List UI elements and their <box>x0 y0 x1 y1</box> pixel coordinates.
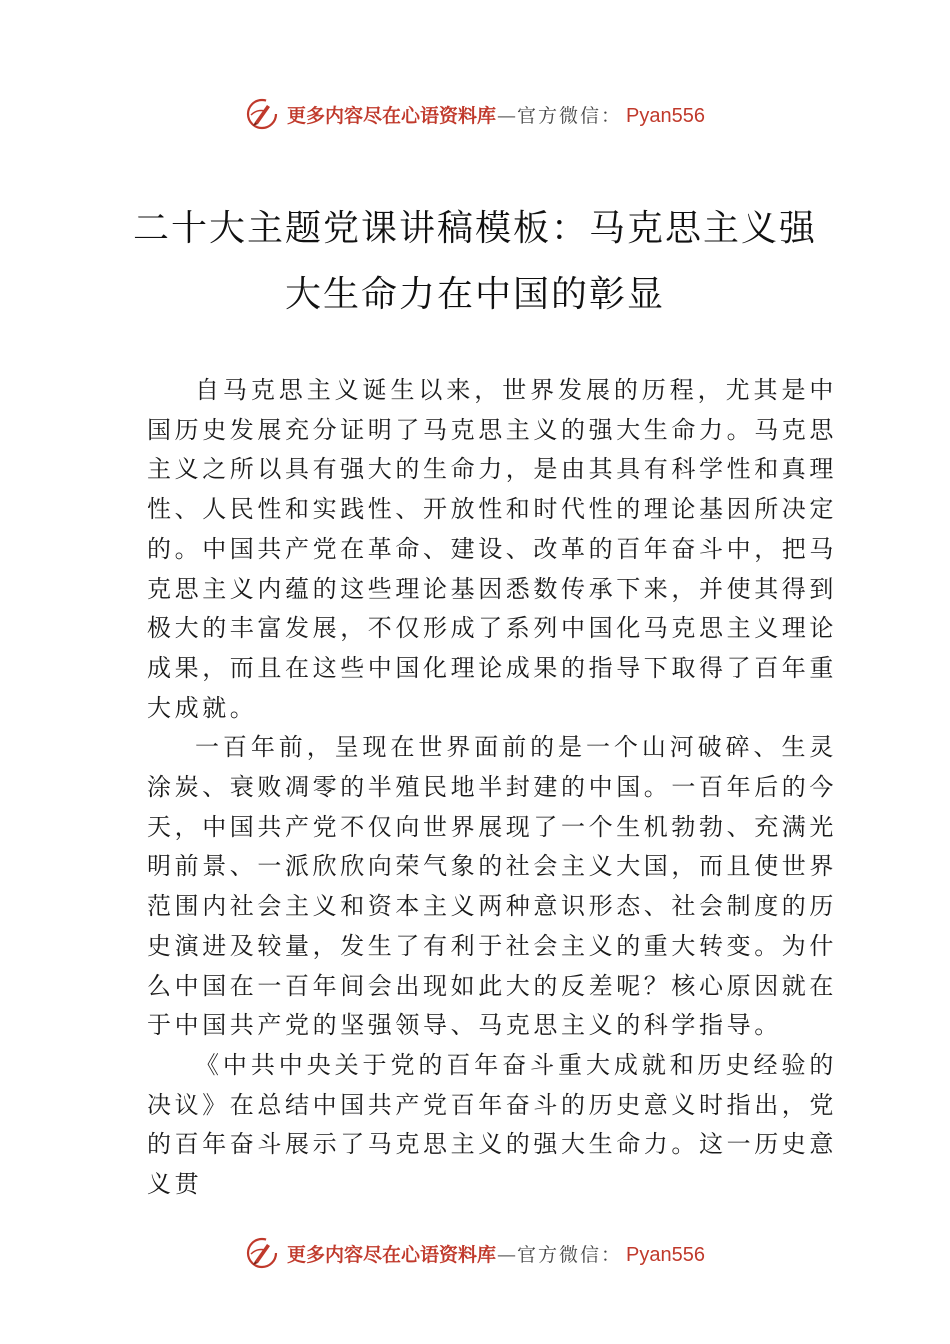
watermark-text <box>287 1240 705 1267</box>
watermark-brand: 更多内容尽在心语资料库 <box>287 1243 497 1266</box>
document-body <box>147 371 837 1205</box>
watermark-text <box>287 101 705 128</box>
quill-pen-logo-icon <box>245 1236 279 1270</box>
watermark-dash: — <box>497 104 517 127</box>
watermark-wechat-id: Pyan556 <box>626 1243 705 1266</box>
footer-watermark <box>0 1233 950 1273</box>
document-title-line-2: 大生命力在中国的彰显 <box>284 274 665 315</box>
watermark-wechat-id: Pyan556 <box>626 104 705 127</box>
body-paragraph-1: 自马克思主义诞生以来，世界发展的历程，尤其是中国历史发展充分证明了马克思主义的强大生命力。马克思主义之所以具有强大的生命力，是由其具有科学性和真理性、人民性和实践性、开放性和时代性的理论基因所决定的。中国共产党在革命、建设、改革的百年奋斗中，把马克思主义内蕴的这些理论基因悉数传承下来，并使其得到极大的丰富发展，不仅形成了系列中国化马克思主义理论成果，而且在这些中国化理论成果的指导下取得了百年重大成就。 <box>147 376 837 722</box>
watermark-wechat-label: 官方微信： <box>517 104 623 127</box>
watermark-dash: — <box>497 1243 517 1266</box>
body-paragraph-2: 一百年前，呈现在世界面前的是一个山河破碎、生灵涂炭、衰败凋零的半殖民地半封建的中国。一百年后的今天，中国共产党不仅向世界展现了一个生机勃勃、充满光明前景、一派欣欣向荣气象的社会主义大国，而且使世界范围内社会主义和资本主义两种意识形态、社会制度的历史演进及较量，发生了有利于社会主义的重大转变。为什么中国在一百年间会出现如此大的反差呢？核心原因就在于中国共产党的坚强领导、马克思主义的科学指导。 <box>147 733 837 1040</box>
quill-pen-logo-icon <box>245 97 279 131</box>
body-paragraph-3: 《中共中央关于党的百年奋斗重大成就和历史经验的决议》在总结中国共产党百年奋斗的历史意义时指出，党的百年奋斗展示了马克思主义的强大生命力。这一历史意义贯 <box>147 1050 837 1199</box>
header-watermark <box>0 94 950 134</box>
watermark-wechat-label: 官方微信： <box>517 1243 623 1266</box>
document-title <box>100 196 850 328</box>
watermark-brand: 更多内容尽在心语资料库 <box>287 104 497 127</box>
document-title-line-1: 二十大主题党课讲稿模板：马克思主义强 <box>132 208 817 249</box>
